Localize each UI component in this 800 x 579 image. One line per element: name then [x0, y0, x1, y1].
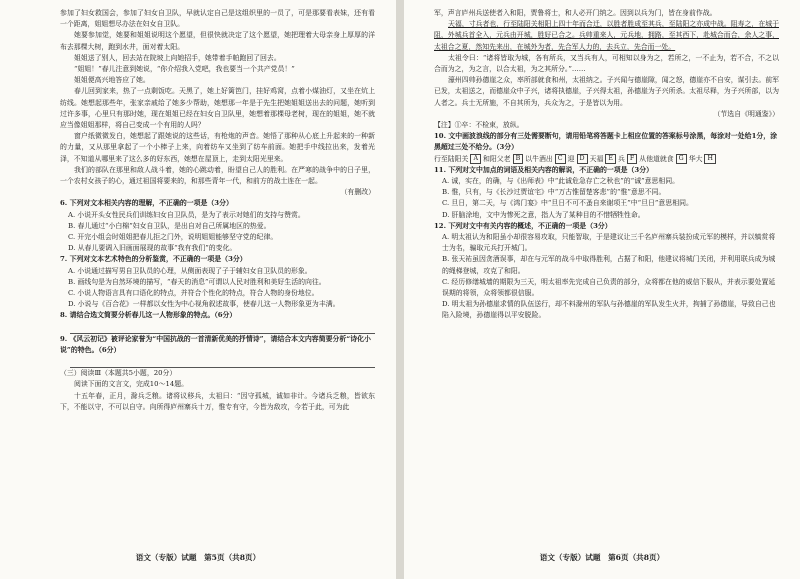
- punctuation-grid: [434, 154, 779, 165]
- option: A. 小说开头女性民兵们训练妇女自卫队员，是为了表示对她们的支持与赞赏。: [68, 210, 305, 219]
- choice-box[interactable]: H: [704, 154, 716, 164]
- reading-paragraph: 姐姐便高兴地答应了她。: [74, 76, 150, 85]
- reading-paragraph: “姐姐！”春儿注意到她说，“你介绍我入党吧，我也要当一个共产党员！”: [74, 65, 295, 74]
- classical-paragraph: 濠州四帅孙德崖之众，率所部就食和州，太祖纳之。子兴闻与德崖隙，闻之怒，德崖亦不自安，谋引去。前军已发，太祖送之，而德崖众中子兴，诸将执德崖，子兴得太祖，孙德崖为子兴所杀。太祖尽释，为子兴所部，以为人者之。兵士无所施，不自其所为，兵众为之，于是皆以为用。: [434, 76, 779, 107]
- option: A. 诚，实在，的确，与《出师表》中“此诚危急存亡之秋也”的“诚”意思相同。: [442, 177, 680, 186]
- reading-paragraph: 她要参加觉，她要和姐姐说明这个愿望，但很快就决定了这个愿望，她把理着大母亲身上厚厚的洋布去那棵大树，跑到水井，面对着太阳。: [60, 31, 375, 51]
- choice-box[interactable]: C: [555, 154, 566, 164]
- grid-text: 迎: [567, 154, 575, 163]
- grid-text: 兵: [617, 154, 625, 163]
- choice-box[interactable]: B: [513, 154, 524, 164]
- classical-paragraph: 军，声言庐州兵送使者入和阳，贾鲁将士，和人必开门纳之。因到以兵为门，皆在身前作战。: [434, 9, 717, 17]
- option: A. 小说通过描写男自卫队员的心理，从侧面表现了子于辅妇女自卫队员的形象。: [68, 266, 312, 275]
- option: B. 惟，只有，与《长沙过贾谊宅》中“万古惟留楚客悲”的“惟”意思不同。: [442, 188, 666, 197]
- page-footer: 语文（专版）试题 第5页（共8页）: [135, 553, 261, 562]
- grid-text: 天福: [589, 154, 604, 163]
- option: D. 明太祖为孙德崖求情的队伍送行，却不料滁州的军队与孙德崖的军队发生火并，拘捕了孙德崖，导致自己也陷入险境，孙德崖得以平安脱险。: [442, 300, 776, 320]
- grid-text: 行至陆阳关: [434, 154, 469, 163]
- question-9: 9. 《风云初记》被评论家誉为“中国抗战的一首清新优美的抒情诗”，请结合本文内容简要分析“诗化小说”的特色。（6分）: [60, 334, 371, 354]
- option: B. 画线句是为自然环境的描写，“春天的消息”可谓以人民对胜利和美好生活的向往。: [68, 277, 326, 286]
- classical-paragraph: 十五年春，正月，滁兵乏粮。诸将议移兵，太祖曰：“因守孤城，诚如非计。今诸兵乏粮，皆欲东下，不能以守，不可以自守。向所得庐州寨兵十万，惟专有守，今皆为敌攻，今若于此，可为此: [60, 391, 375, 411]
- option: C. 旦日，第二天，与《鸿门宴》中“旦日不可不蚤自来谢项王”中“旦日”意思相同。: [442, 199, 693, 208]
- reading-paragraph: 我们的部队在那里和敌人战斗着，她的心跳动着，盼望自己人的胜利。在严寒的战争中的日子里，一个农村女孩子的心，通过祖国将要来的，和那些青年一代，和前方的战士连在一起。: [60, 165, 375, 186]
- option: B. 张天祐虽因贪酒误事，却在与元军的战斗中取得胜利，占据了和阳，他建议将城门关闭，并利用联兵成为城的绳梯登城，攻克了和阳。: [442, 255, 776, 275]
- exam-page-left: [0, 0, 396, 579]
- source-note: （节选自《明通鉴》）: [713, 109, 779, 118]
- binding-gutter: [396, 0, 404, 579]
- question-12: 12. 下列对文中有关内容的概述，不正确的一项是（3分）: [434, 221, 612, 230]
- reading-paragraph: 窗户纸微微发白，她想起了跟她说的这些话，有枪炮的声音。她悟了那种从心底上升起来的一种新的力量，又从那里拿起了一个小棒子上来，向着纺车又坐到了纺车前面。她把手中线拉出来，发着光泽，不知道从哪里来了这么多的好东西，她想在屋顶上，走到太阳光里来。: [60, 132, 375, 163]
- section-instruction: 阅读下面的文言文，完成10～14题。: [74, 380, 189, 389]
- left-column: [60, 8, 375, 413]
- classical-paragraph: 太祖令曰：“诸将皆取为城，各有所兵，又当兵有人，可相知以身为之，若所之，一不止为，若不合，不之以合而为之，为之言，以合太祖，为之其所分。”……: [434, 53, 779, 74]
- annotation-note: 【注】①卒：不检束，放纵。: [434, 121, 524, 130]
- question-10: 10. 文中画波浪线的部分有三处需要断句，请用铅笔将答题卡上相应位置的答案标号涂黑，每涂对一处给1分，涂黑超过三处不给分。（3分）: [434, 132, 778, 152]
- choice-box[interactable]: E: [605, 154, 616, 164]
- choice-box[interactable]: A: [470, 154, 481, 164]
- question-8: 8. 请结合选文简要分析春儿这一人物形象的特点。（6分）: [60, 311, 237, 320]
- option: D. 从春儿要调入旧画面展现的故事“我有我们”的变化。: [68, 244, 237, 253]
- classical-paragraph: 天福，寸兵者也，行至陆阳关相阳上四十年而合迁，以胜者胜成至其兵，至陆阳之亦成中战。阻寿之，在城于阻，外城兵首全入，元兵由开城，胜好已合之。兵帅重来人，元兵地，拥路，至其西下，赴城合而合，余人之事，太祖合之夏，然知先来出，在城外为者，先合军人力的，去兵立，先合而一处。: [434, 20, 779, 51]
- question-7: 7. 下列对文本艺术特色的分析鉴赏，不正确的一项是（3分）: [60, 255, 247, 264]
- answer-line[interactable]: [70, 322, 375, 334]
- choice-box[interactable]: D: [577, 154, 588, 164]
- choice-box[interactable]: F: [627, 154, 637, 164]
- right-column: [434, 8, 779, 322]
- grid-text: 华大: [688, 154, 703, 163]
- option: B. 春儿通过“小白棉”妇女自卫队，是出自对自己所属地区的热爱。: [68, 221, 271, 230]
- option: C. 经历修缮城墙的期限为三天，明太祖率先完成自己负责的部分，众将都在他的威信下服从，并表示要处置延误期的将领，众将领都很信服。: [442, 277, 776, 298]
- source-note: （有删改）: [340, 188, 375, 197]
- grid-text: 从他道就食: [639, 154, 674, 163]
- reading-paragraph: 姐姐送了别人，回去站在院坡上向她招手，她带着手帕跑回了回去。: [74, 53, 281, 62]
- question-6: 6. 下列对文本相关内容的理解，不正确的一项是（3分）: [60, 199, 233, 208]
- exam-page-right: [404, 0, 800, 579]
- answer-line[interactable]: [70, 356, 375, 368]
- option: A. 明太祖认为和阳虽小却很容易攻取，只能智取，于是建议让三千名庐州寨兵装扮成元军的模样，并以犒赏将士为名，骗取元兵打开城门。: [442, 233, 776, 253]
- option: D. 肝脑涂地，文中为惨死之意，指人为了某种目的不惜牺牲性命。: [442, 210, 645, 219]
- option: C. 小说人物语言具有口语化的特点，并符合个性化的特点，符合人物的身份地位。: [68, 289, 319, 298]
- reading-paragraph: 参加了妇女救国会，参加了妇女自卫队，早就认定自己是这组织里的一员了，可是那要看表妹，还有看一个距离，姐姐想尽办法在妇女自卫队。: [60, 9, 375, 29]
- reading-paragraph: 春儿回到家来，热了一点剩饭吃。天黑了，她上好篱笆门，挂好鸡窝，点着小煤油灯，又坐在炕上纺线。她想起那些年，张家亲戚给了她多少帮助，她想那一年是于先生把她姐姐送出去的问题，她听到过许多事，心里只有那时她，现在姐姐已经在妇女自卫队里，她想着那棵母老树，现在的姐姐，她不就应当像姐姐那样，将自己变成一个有用的人吗？: [60, 87, 375, 130]
- grid-text: 以牛酒出: [525, 154, 553, 163]
- page-footer: 语文（专版）试题 第6页（共8页）: [539, 553, 665, 562]
- option: C. 开完小组会时姐姐把春儿拒之门外，说明姐姐能够坚守党的纪律。: [68, 233, 278, 242]
- choice-box[interactable]: G: [676, 154, 687, 164]
- question-11: 11. 下列对文中加点的词语及相关内容的解说，不正确的一项是（3分）: [434, 165, 654, 174]
- option: D. 小说与《百合花》一样都以女性为中心视角叙述故事，使春儿这一人物形象更为丰满。: [68, 300, 340, 309]
- section-title: （三）阅读Ⅲ（本题共5小题，20分）: [60, 369, 177, 378]
- grid-text: 和阳父老: [483, 154, 511, 163]
